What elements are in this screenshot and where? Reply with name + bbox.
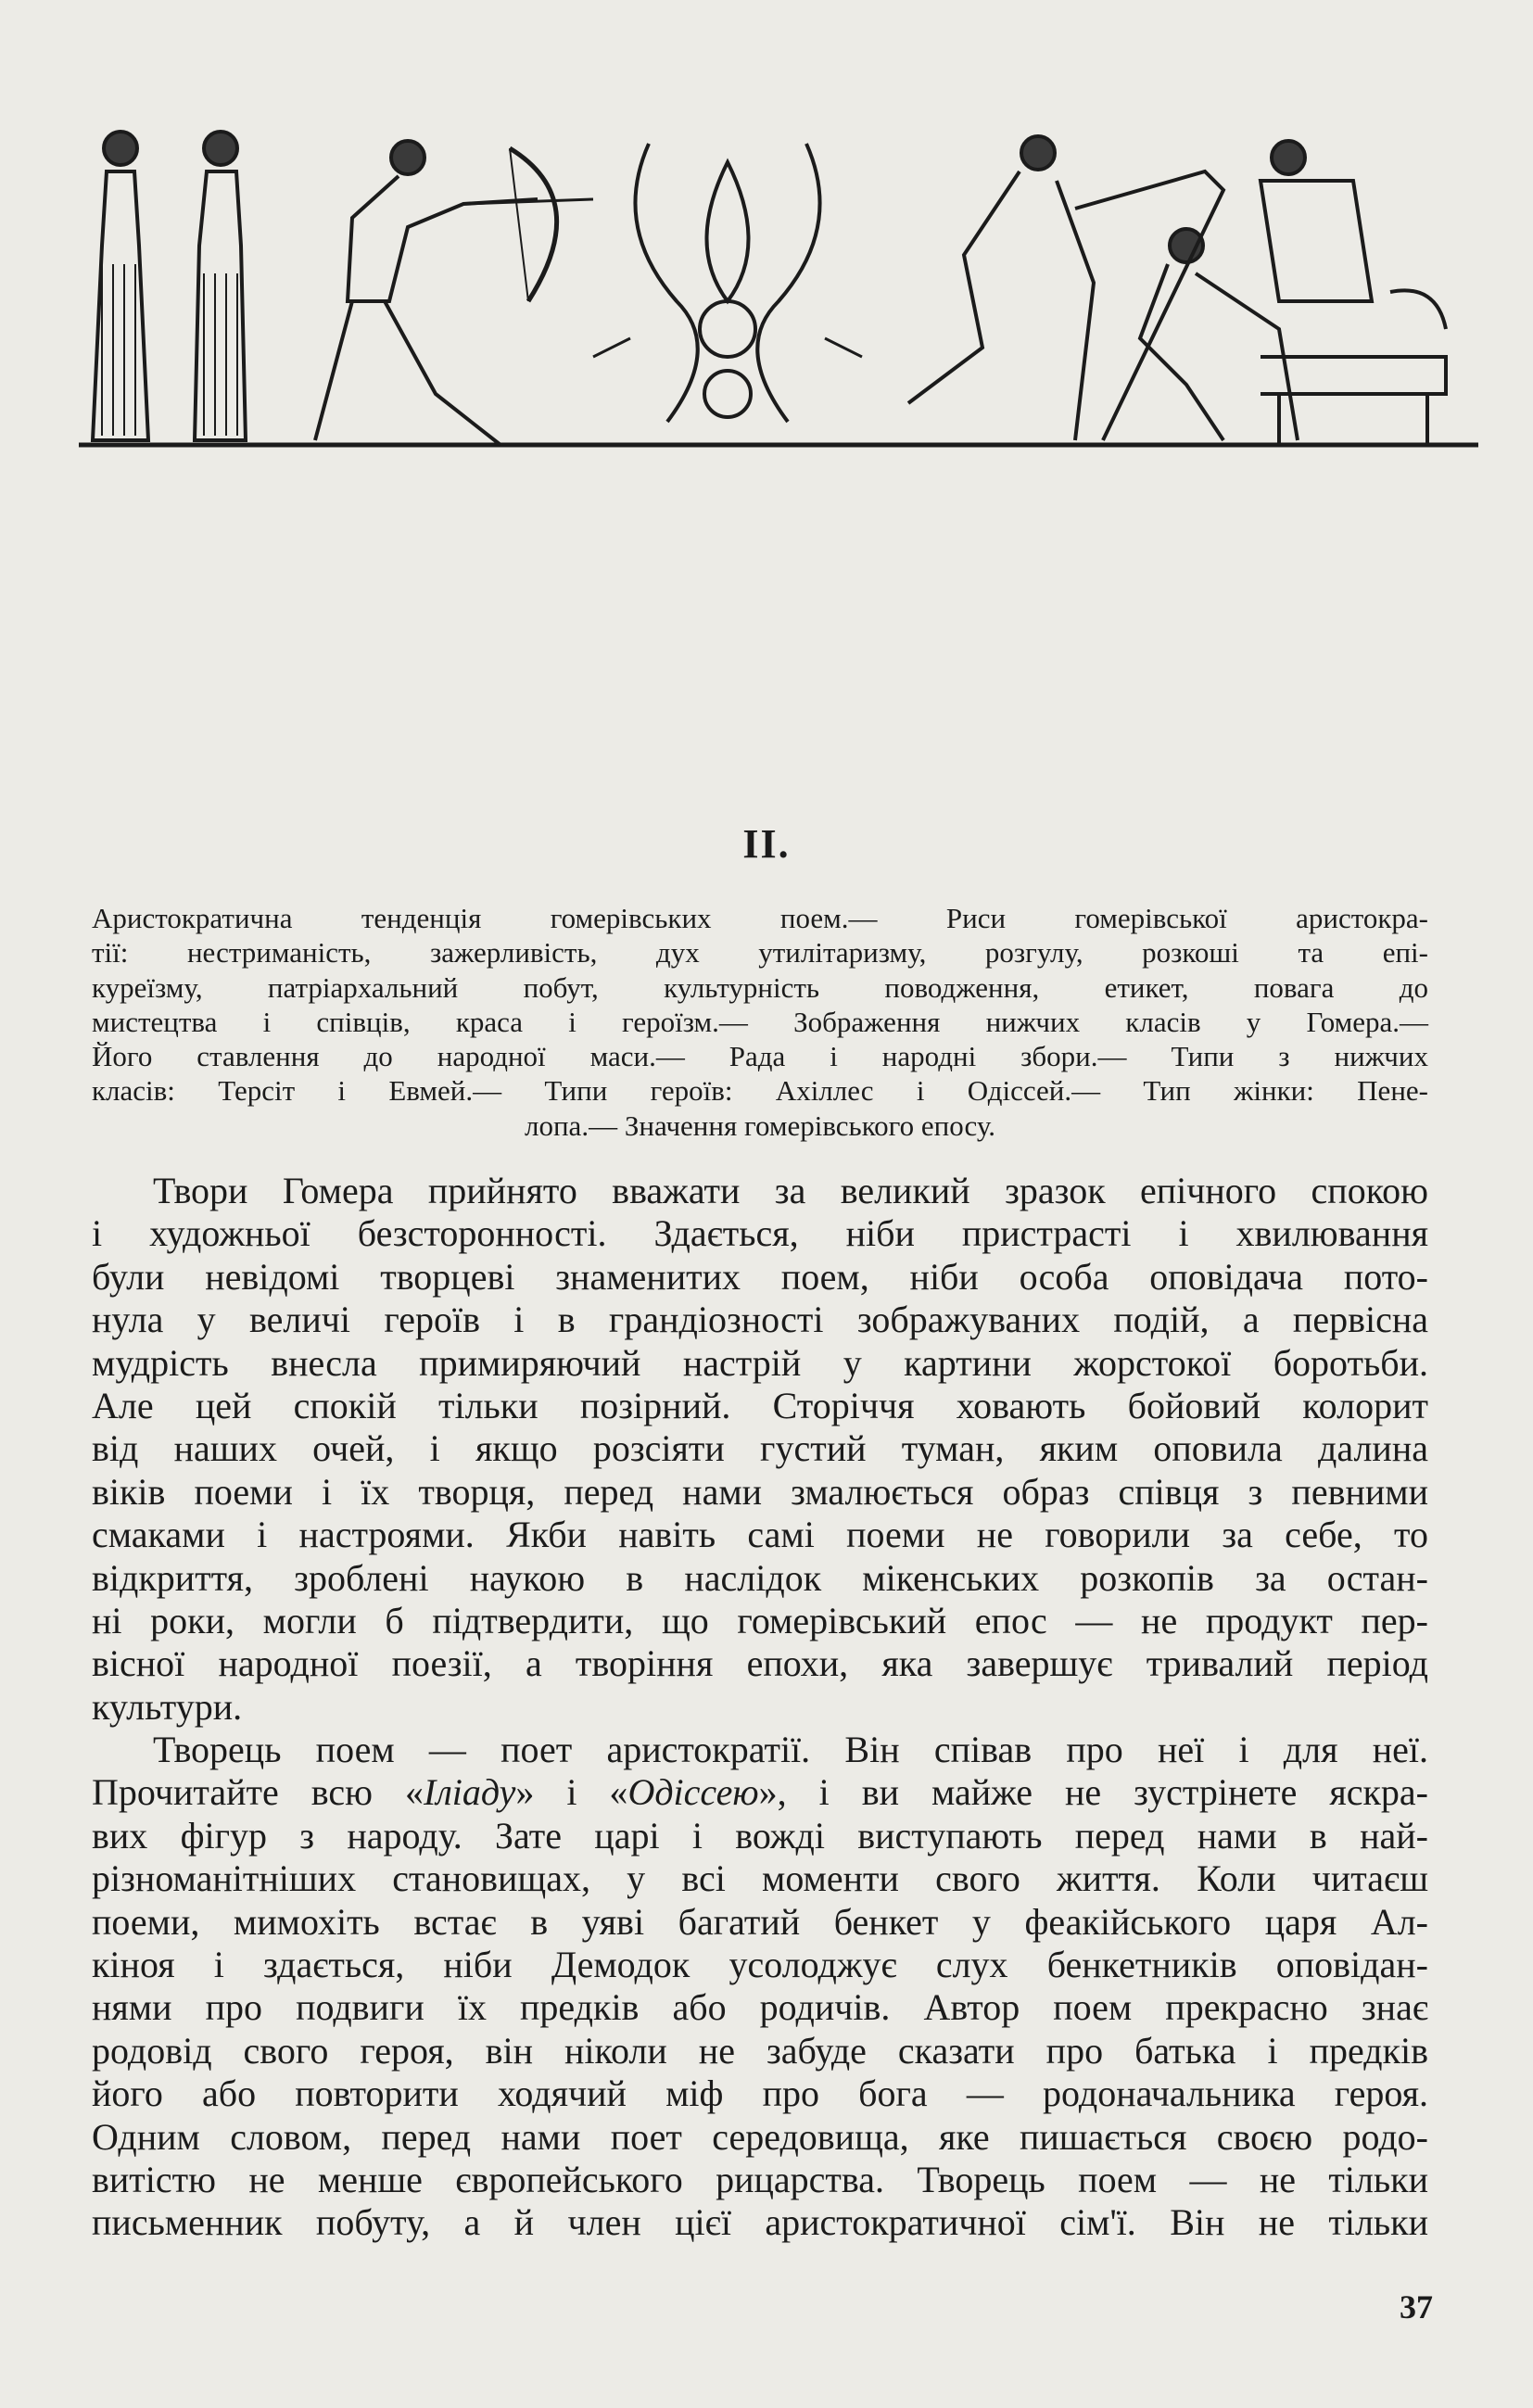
- body-line: [92, 1299, 1428, 1341]
- text-segment: родовід свого героя, він ніколи не забуде сказати про батька і предків: [92, 2029, 1428, 2072]
- body-line: [92, 1514, 1428, 1556]
- summary-line: Його ставлення до народної маси.— Рада і народні збори.— Типи з нижчих: [92, 1040, 1428, 1073]
- body-line: [92, 1600, 1428, 1642]
- text-segment: », і ви майже не зустрінете яскра-: [758, 1771, 1428, 1814]
- text-segment: віків поеми і їх творця, перед нами змалюється образ співця з певними: [92, 1470, 1428, 1513]
- text-segment: Але цей спокій тільки позірний. Сторіччя ховають бойовий колорит: [92, 1384, 1428, 1426]
- text-segment: Прочитайте всю «: [92, 1771, 424, 1814]
- summary-line: мистецтва і співців, краса і героїзм.— Зображення нижчих класів у Гомера.—: [92, 1005, 1428, 1038]
- body-line: [92, 1986, 1428, 2029]
- text-segment: різноманітніших становищах, у всі моменти свого життя. Коли читаєш: [92, 1857, 1428, 1900]
- text-segment: і художньої безсторонності. Здається, ніби пристрасті і хвилювання: [92, 1212, 1428, 1255]
- body-text: [92, 1170, 1428, 2245]
- chapter-heading: II.: [742, 821, 791, 867]
- text-segment: його або повторити ходячий міф про бога — родоначальника героя.: [92, 2072, 1428, 2115]
- text-segment: кіноя і здається, ніби Демодок усолоджує слух бенкетників оповідан-: [92, 1944, 1428, 1986]
- text-segment: культури.: [92, 1685, 243, 1728]
- text-segment: від наших очей, і якщо розсіяти густий туман, яким оповила далина: [92, 1427, 1428, 1470]
- summary-line: куреїзму, патріархальний побут, культурність поводження, етикет, повага до: [92, 970, 1428, 1004]
- body-line: [92, 1944, 1428, 1986]
- text-segment: вісної народної поезії, а творіння епохи, яка завершує тривалий період: [92, 1642, 1428, 1685]
- text-segment: поеми, мимохіть встає в уяві багатий бенкет у феакійського царя Ал-: [92, 1900, 1428, 1943]
- text-segment: Одним словом, перед нами поет середовища, яке пишається своєю родо-: [92, 2115, 1428, 2158]
- text-segment: письменник побуту, а й член цієї аристократичної сім'ї. Він не тільки: [92, 2201, 1428, 2244]
- archer-figure: [315, 141, 593, 445]
- summary-line: тії: нестриманість, зажерливість, дух утилітаризму, розгулу, розкоші та епі-: [92, 936, 1428, 970]
- body-line: [92, 1901, 1428, 1944]
- text-segment: вих фігур з народу. Зате царі і вожді виступають перед нами в най-: [92, 1814, 1428, 1857]
- text-segment: ні роки, могли б підтвердити, що гомерівський епос — не продукт пер-: [92, 1599, 1428, 1641]
- summary-line: лопа.— Значення гомерівського епосу.: [525, 1109, 995, 1142]
- body-line: [92, 1256, 1428, 1299]
- body-line: [92, 1212, 1428, 1255]
- body-line: [92, 1471, 1428, 1514]
- text-segment: нула у величі героїв і в грандіозності зображуваних подій, а первісна: [92, 1299, 1428, 1341]
- text-segment: смаками і настроями. Якби навіть самі поеми не говорили за себе, то: [92, 1514, 1428, 1556]
- standing-woman-figure-2: [195, 132, 246, 440]
- body-line: [92, 1729, 1428, 1771]
- summary-line: Аристократична тенденція гомерівських поем.— Риси гомерівської аристокра-: [92, 902, 1428, 934]
- text-segment: відкриття, зроблені наукою в наслідок мікенських розкопів за остан-: [92, 1556, 1428, 1599]
- body-line: [92, 1815, 1428, 1857]
- body-line: [92, 1771, 1428, 1814]
- book-title: Одіссею: [627, 1771, 759, 1814]
- body-line: [92, 2072, 1428, 2115]
- body-line: [92, 1642, 1428, 1685]
- body-line: [92, 1427, 1428, 1470]
- text-segment: нями про подвиги їх предків або родичів. Автор поем прекрасно знає: [92, 1986, 1428, 2029]
- body-line: [92, 1557, 1428, 1600]
- text-segment: Творець поем — поет аристократії. Він співав про неї і для неї.: [153, 1729, 1428, 1771]
- body-line: [92, 2116, 1428, 2159]
- summary-line: класів: Терсіт і Евмей.— Типи героїв: Ахіллес і Одіссей.— Тип жінки: Пене-: [92, 1074, 1428, 1108]
- page-number: 37: [1400, 2288, 1433, 2326]
- palmette-ornament: [593, 144, 862, 422]
- body-line: [92, 1385, 1428, 1427]
- text-segment: витістю не менше європейського рицарства. Творець поем — не тільки: [92, 2158, 1428, 2200]
- text-segment: Твори Гомера прийнято вважати за великий зразок епічного спокою: [153, 1170, 1428, 1211]
- reclining-scene-figures: [908, 136, 1446, 445]
- body-line: [92, 1342, 1428, 1385]
- book-title: Іліаду: [424, 1771, 516, 1814]
- greek-vase-frieze-illustration: [74, 116, 1483, 459]
- standing-woman-figure-1: [93, 132, 148, 440]
- text-segment: » і «: [515, 1771, 628, 1814]
- body-line: [92, 1170, 1428, 1212]
- body-line: [92, 1857, 1428, 1900]
- body-line: [92, 2030, 1428, 2072]
- body-line: [92, 1686, 1428, 1729]
- text-segment: були невідомі творцеві знаменитих поем, ніби особа оповідача пото-: [92, 1255, 1428, 1298]
- chapter-summary: [92, 901, 1428, 1143]
- body-line: [92, 2201, 1428, 2244]
- body-line: [92, 2159, 1428, 2201]
- text-segment: мудрість внесла примиряючий настрій у картини жорстокої боротьби.: [92, 1341, 1428, 1384]
